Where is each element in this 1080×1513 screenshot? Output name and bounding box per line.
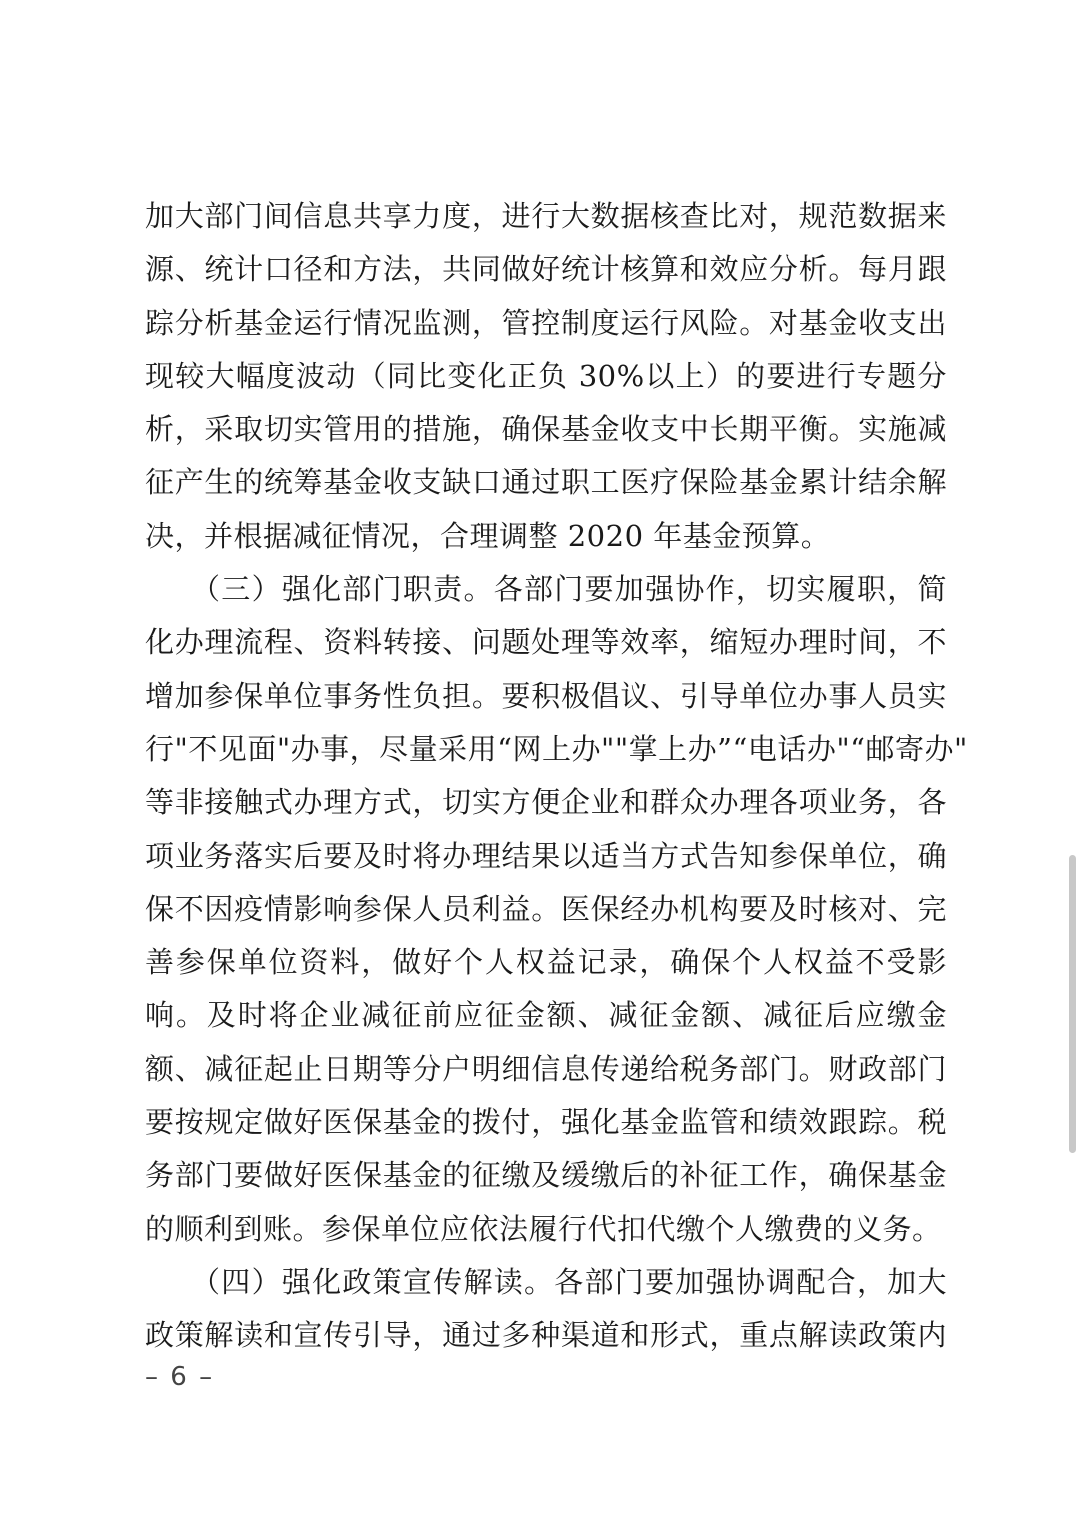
text-line: 善参保单位资料，做好个人权益记录，确保个人权益不受影: [145, 945, 947, 980]
text-line: 务部门要做好医保基金的征缴及缓缴后的补征工作，确保基金: [145, 1158, 947, 1193]
page-number: – 6 –: [145, 1362, 215, 1392]
text-line: 踪分析基金运行情况监测，管控制度运行风险。对基金收支出: [145, 305, 947, 340]
body-text: [145, 190, 968, 1363]
text-line: （四）强化政策宣传解读。各部门要加强协调配合，加大: [145, 1264, 947, 1299]
text-line: 政策解读和宣传引导，通过多种渠道和形式，重点解读政策内: [145, 1318, 947, 1353]
text-line: 保不因疫情影响参保人员利益。医保经办机构要及时核对、完: [145, 891, 947, 926]
text-line: 项业务落实后要及时将办理结果以适当方式告知参保单位，确: [145, 838, 947, 873]
text-line: 源、统计口径和方法，共同做好统计核算和效应分析。每月跟: [145, 252, 947, 287]
text-line: 征产生的统筹基金收支缺口通过职工医疗保险基金累计结余解: [145, 465, 947, 500]
text-line: 响。及时将企业减征前应征金额、减征金额、减征后应缴金: [145, 998, 947, 1033]
text-line: 决，并根据减征情况，合理调整 2020 年基金预算。: [145, 518, 831, 553]
text-line: （三）强化部门职责。各部门要加强协作，切实履职，简: [145, 572, 947, 607]
text-line: 析，采取切实管用的措施，确保基金收支中长期平衡。实施减: [145, 412, 947, 447]
text-line: 要按规定做好医保基金的拨付，强化基金监管和绩效跟踪。税: [145, 1105, 947, 1140]
text-line: 现较大幅度波动（同比变化正负 30%以上）的要进行专题分: [145, 358, 947, 393]
text-line: 行"不见面"办事，尽量采用“网上办""掌上办”“电话办"“邮寄办": [145, 731, 968, 766]
scrollbar-thumb[interactable]: [1069, 855, 1076, 1153]
text-line: 等非接触式办理方式，切实方便企业和群众办理各项业务，各: [145, 785, 947, 820]
text-line: 加大部门间信息共享力度，进行大数据核查比对，规范数据来: [145, 199, 947, 233]
text-line: 的顺利到账。参保单位应依法履行代扣代缴个人缴费的义务。: [145, 1211, 942, 1246]
text-line: 增加参保单位事务性负担。要积极倡议、引导单位办事人员实: [145, 678, 947, 713]
text-line: 额、减征起止日期等分户明细信息传递给税务部门。财政部门: [145, 1051, 947, 1086]
text-line: 化办理流程、资料转接、问题处理等效率，缩短办理时间，不: [145, 625, 947, 660]
